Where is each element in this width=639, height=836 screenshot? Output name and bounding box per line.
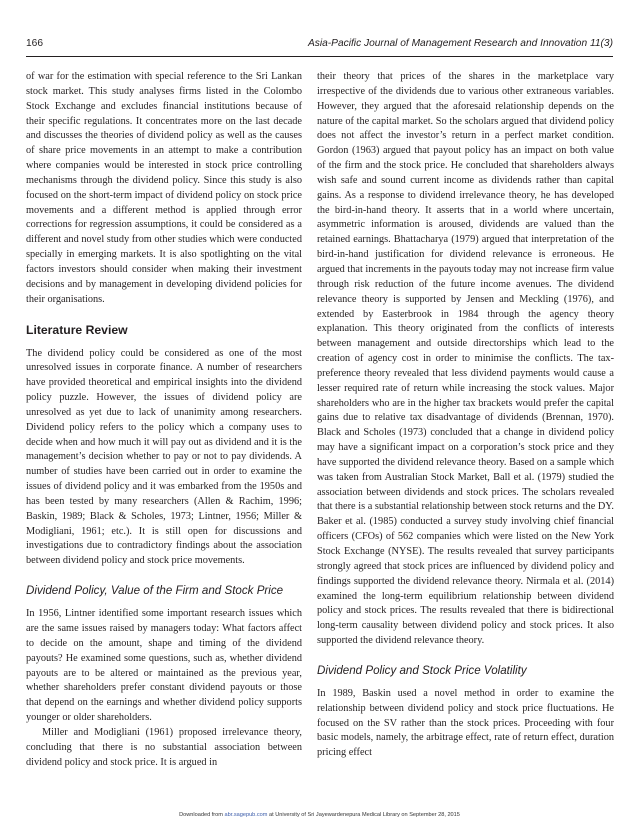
- page-number: 166: [26, 38, 43, 49]
- baskin-paragraph: In 1989, Baskin used a novel method in order to examine the relationship between dividend policy and stock price fluctuations. He focused on the SV rather than the stock prices. Proceeding with four basic models, namely, the arbitrage effect, rate of return effect, duration pricing effect: [317, 687, 614, 759]
- footer-prefix: Downloaded from: [179, 812, 223, 818]
- footer-link[interactable]: abr.sagepub.com: [224, 812, 268, 818]
- heading-literature-review: Literature Review: [26, 322, 128, 337]
- miller-modigliani-paragraph: Miller and Modigliani (1961) proposed irrelevance theory, concluding that there is no substantial association between dividend policy and stock price. It is argued in: [26, 726, 302, 768]
- theory-paragraph: their theory that prices of the shares in the marketplace vary irrespective of the dividends due to various other extraneous variables. However, they argued that the aforesaid relationship depends on the nature of the capital market. So the scholars argued that dividend policy does not affect the investor’s return in a perfect market condition. Gordon (1963) argued that payout policy has an impact on both value of the firm and the stock price. He concluded that shareholders always wish safe and sound current income as dividends rather than capital gains. As a response to dividend irrelevance theory, he has developed the bird-in-hand theory. It asserts that in a world where uncertain, asymmetric information is aroused, dividends are valued than the retained earnings. Bhattacharya (1979) argued that interpretation of the bird-in-hand justification for dividend relevance is erroneous. He argued that increments in the payouts today may not increase firm value through risk reduction of the future income avenues. The dividend relevance theory is supported by Jensen and Meckling (1976), and extended by Easterbrook in 1984 through the agency theory explanation. This theory originated from the conflicts of interests between management and outside directorships which lead to the creation of agency cost in order to minimise the conflicts. The tax-preference theory revealed that less dividend payments would cause a lesser required rate of return while increasing the stock values. Major shareholders who are in the higher tax brackets would prefer the capital gains due to relative tax disadvantage of dividends (Brennan, 1970). Black and Scholes (1973) concluded that a change in dividend policy may have a significant impact on a corporation’s stock price and they have supported the dividend relevance theory. Based on a sample which was taken from Australian Stock Market, Ball et al. (1979) studied the association between dividends and stock prices. The scholars revealed that there is a substantial relationship between stock returns and the DY. Baker et al. (1985) conducted a survey study involving chief financial officers (CFOs) of 562 companies which were listed on the New York Stock Exchange (NYSE). The results revealed that survey participants strongly agreed that stock prices are influenced by dividend policy and findings supported the dividend relevance theory. Nirmala et al. (2014) examined the long-term equilibrium relationship between dividend policy and stock prices. The results revealed that there is bidirectional long-term causality between dividend policy and stock prices. It also supported the dividend relevance theory.: [317, 71, 614, 647]
- footer-suffix: at University of Sri Jayewardenepura Medical Library on September 28, 2015: [268, 812, 460, 818]
- intro-paragraph: of war for the estimation with special reference to the Sri Lankan stock market. This study analyses firms listed in the Colombo Stock Exchange and excludes financial institutions because of their specific regulations. It concentrates more on the last decade and discusses the theories of dividend policy as well as the causes of share price movements in an attempt to make a contribution where companies would be interested in stock price controlling mechanisms through the dividend policy. Since this study is also focused on the short-term impact of dividend policy on stock price movements and a different method is applied through error corrections for regression assumptions, it could be considered as a different and novel study from other studies which were conducted specially in emerging markets. It is also spotlighting on the vital factors investors should consider when making their investment decisions and by management in developing dividend policies for their organisations.: [26, 71, 302, 305]
- left-column: [26, 70, 302, 770]
- running-header: [26, 38, 613, 56]
- header-rule: [26, 56, 613, 57]
- journal-title: Asia-Pacific Journal of Management Research and Innovation 11(3): [307, 38, 613, 49]
- right-column: [317, 70, 614, 761]
- lintner-paragraph: In 1956, Lintner identified some important research issues which are the same issues raised by managers today: What factors affect to decide on the amount, shape and timing of the dividend payouts? He examined some questions, such as, whether dividend payouts are to be altered or maintained as the previous year, whether shareholders prefer constant dividend payouts or those that depend on the earnings and whether dividend policy supports younger or older shareholders.: [26, 608, 302, 724]
- download-footer: [0, 812, 639, 818]
- subheading-dividend-policy-value: Dividend Policy, Value of the Firm and Stock Price: [26, 584, 284, 598]
- subheading-stock-price-volatility: Dividend Policy and Stock Price Volatility: [317, 663, 527, 677]
- literature-paragraph: The dividend policy could be considered as one of the most unresolved issues in corporate finance. A number of researchers have provided theoretical and empirical insights into the dividend policy puzzle. However, the issues of dividend policy are unresolved as yet due to lack of unanimity among researchers. Dividend policy refers to the policy which a company uses to decide when and how much it will pay out as dividend and it is the management’s decision whether to pay or not to pay dividends. A number of studies have been carried out in order to examine the issues of dividend policy and it was embarked from the 1950s and has been tested by many researchers (Allen & Rachim, 1996; Baskin, 1989; Black & Scholes, 1973; Lintner, 1956; Miller & Modigliani, 1961; etc.). It is still open for discussions and investigations due to contradictory findings about the association between dividend policy and stock price movements.: [26, 347, 302, 567]
